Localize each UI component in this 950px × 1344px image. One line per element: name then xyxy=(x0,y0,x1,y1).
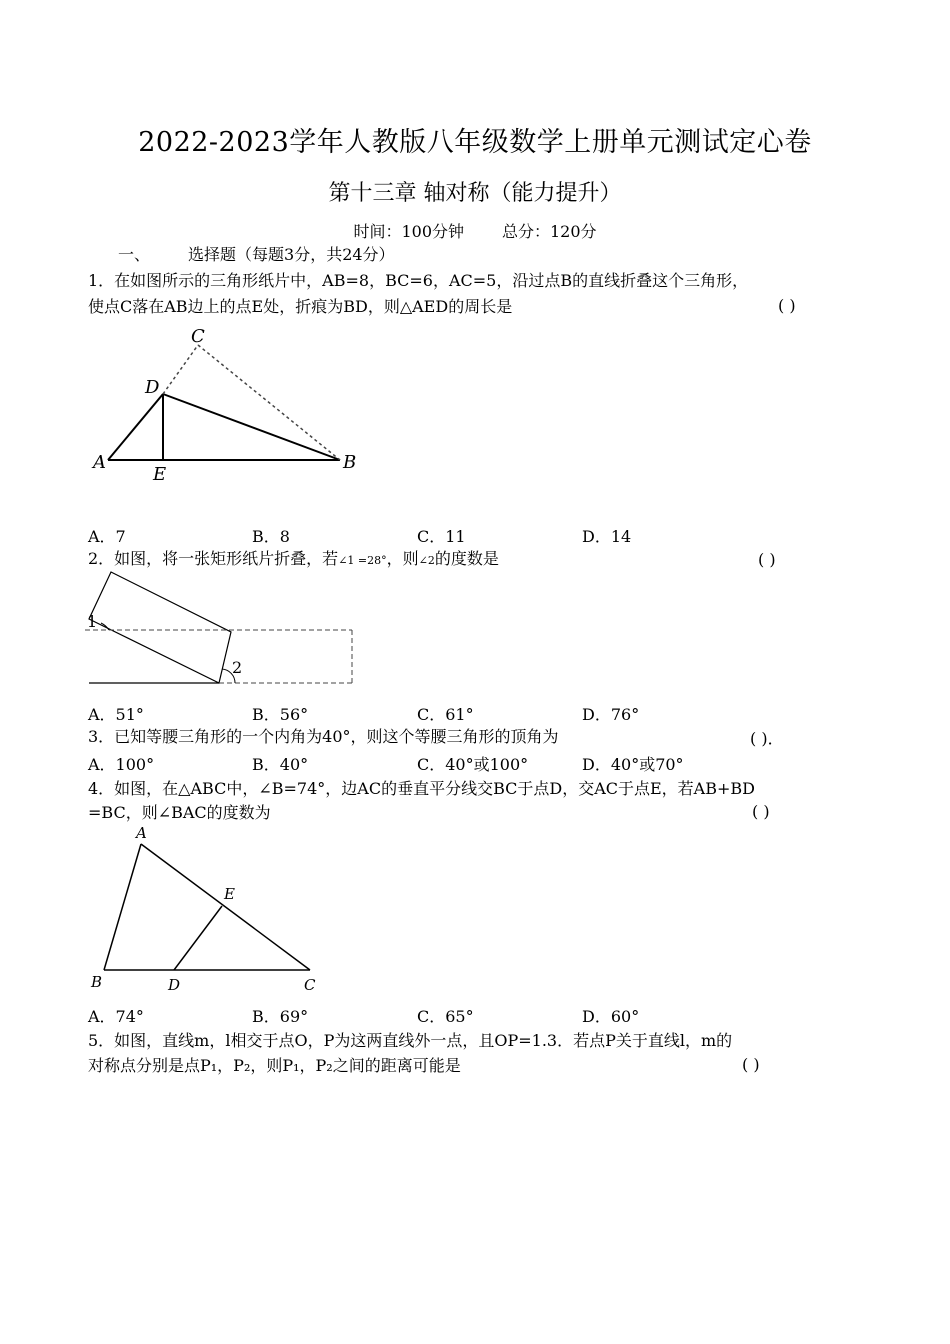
question-2-answer-paren: ( ) xyxy=(758,550,776,569)
question-4-answer-paren: ( ) xyxy=(752,802,770,821)
section-number: 一、 xyxy=(118,245,151,264)
page-subtitle: 第十三章 轴对称（能力提升） xyxy=(328,181,622,206)
figure-4-label-e: E xyxy=(224,885,235,903)
question-5-line-2: 对称点分别是点P₁，P₂，则P₁，P₂之间的距离可能是 xyxy=(88,1056,461,1075)
question-2-text-c: 的度数是 xyxy=(434,549,499,568)
exam-meta xyxy=(0,219,950,242)
question-3-option-a: A．100° xyxy=(88,755,155,774)
question-1-figure xyxy=(85,322,375,492)
question-1-line-1: 1．在如图所示的三角形纸片中，AB=8，BC=6，AC=5，沿过点B的直线折叠这个三角形， xyxy=(88,271,749,290)
figure-2-label-2: 2 xyxy=(232,658,243,677)
figure-1-label-d: D xyxy=(145,377,160,398)
question-1-line-2: 使点C落在AB边上的点E处，折痕为BD，则△AED的周长是 xyxy=(88,297,513,316)
question-5-line-1: 5．如图，直线m，l相交于点O，P为这两直线外一点，且OP=1.3．若点P关于直线l，m的 xyxy=(88,1031,733,1050)
question-2-option-d: D．76° xyxy=(582,705,640,724)
figure-1-label-a: A xyxy=(93,452,106,473)
question-2-angle-2: ∠2 xyxy=(418,554,435,567)
question-3-option-c: C．40°或100° xyxy=(417,755,529,774)
question-4-option-a: A．74° xyxy=(88,1007,144,1026)
page-title: 2022-2023学年人教版八年级数学上册单元测试定心卷 xyxy=(138,127,812,158)
figure-4-label-b: B xyxy=(91,973,103,991)
question-3-answer-paren: ( )． xyxy=(750,729,784,748)
section-title: 选择题（每题3分，共24分） xyxy=(188,245,395,264)
figure-1-label-e: E xyxy=(153,464,167,485)
question-2-text-b: ，则 xyxy=(386,549,419,568)
figure-4-label-c: C xyxy=(304,976,316,994)
question-1-answer-paren: ( ) xyxy=(778,296,796,315)
figure-4-label-a: A xyxy=(136,824,147,842)
figure-1-label-b: B xyxy=(343,452,357,473)
figure-1-label-c: C xyxy=(191,326,205,347)
question-1-option-a: A．7 xyxy=(88,527,126,546)
question-2-option-b: B．56° xyxy=(252,705,309,724)
question-3-option-d: D．40°或70° xyxy=(582,755,684,774)
question-3-option-b: B．40° xyxy=(252,755,309,774)
question-2-line-1 xyxy=(88,548,499,572)
question-4-line-1: 4．如图，在△ABC中，∠B=74°，边AC的垂直平分线交BC于点D，交AC于点E，若AB+BD xyxy=(88,779,755,798)
figure-4-label-d: D xyxy=(168,976,181,994)
question-1-option-b: B．8 xyxy=(252,527,290,546)
question-2-text-a: 2．如图，将一张矩形纸片折叠，若 xyxy=(88,549,339,568)
question-2-option-a: A．51° xyxy=(88,705,144,724)
question-2-figure xyxy=(85,570,360,690)
question-4-figure xyxy=(85,822,325,1002)
time-limit: 时间：100分钟 xyxy=(353,222,464,241)
figure-2-label-1: 1 xyxy=(87,612,98,631)
question-4-option-b: B．69° xyxy=(252,1007,309,1026)
question-3-line-1: 3．已知等腰三角形的一个内角为40°，则这个等腰三角形的顶角为 xyxy=(88,727,559,746)
question-4-line-2: =BC，则∠BAC的度数为 xyxy=(88,803,271,822)
question-4-option-c: C．65° xyxy=(417,1007,474,1026)
total-score: 总分：120分 xyxy=(502,222,597,241)
question-2-option-c: C．61° xyxy=(417,705,474,724)
question-5-answer-paren: ( ) xyxy=(742,1055,760,1074)
question-1-option-c: C．11 xyxy=(417,527,466,546)
question-4-option-d: D．60° xyxy=(582,1007,640,1026)
question-2-angle-1: ∠1 =28° xyxy=(338,554,387,567)
section-heading xyxy=(118,244,395,266)
question-1-option-d: D．14 xyxy=(582,527,632,546)
